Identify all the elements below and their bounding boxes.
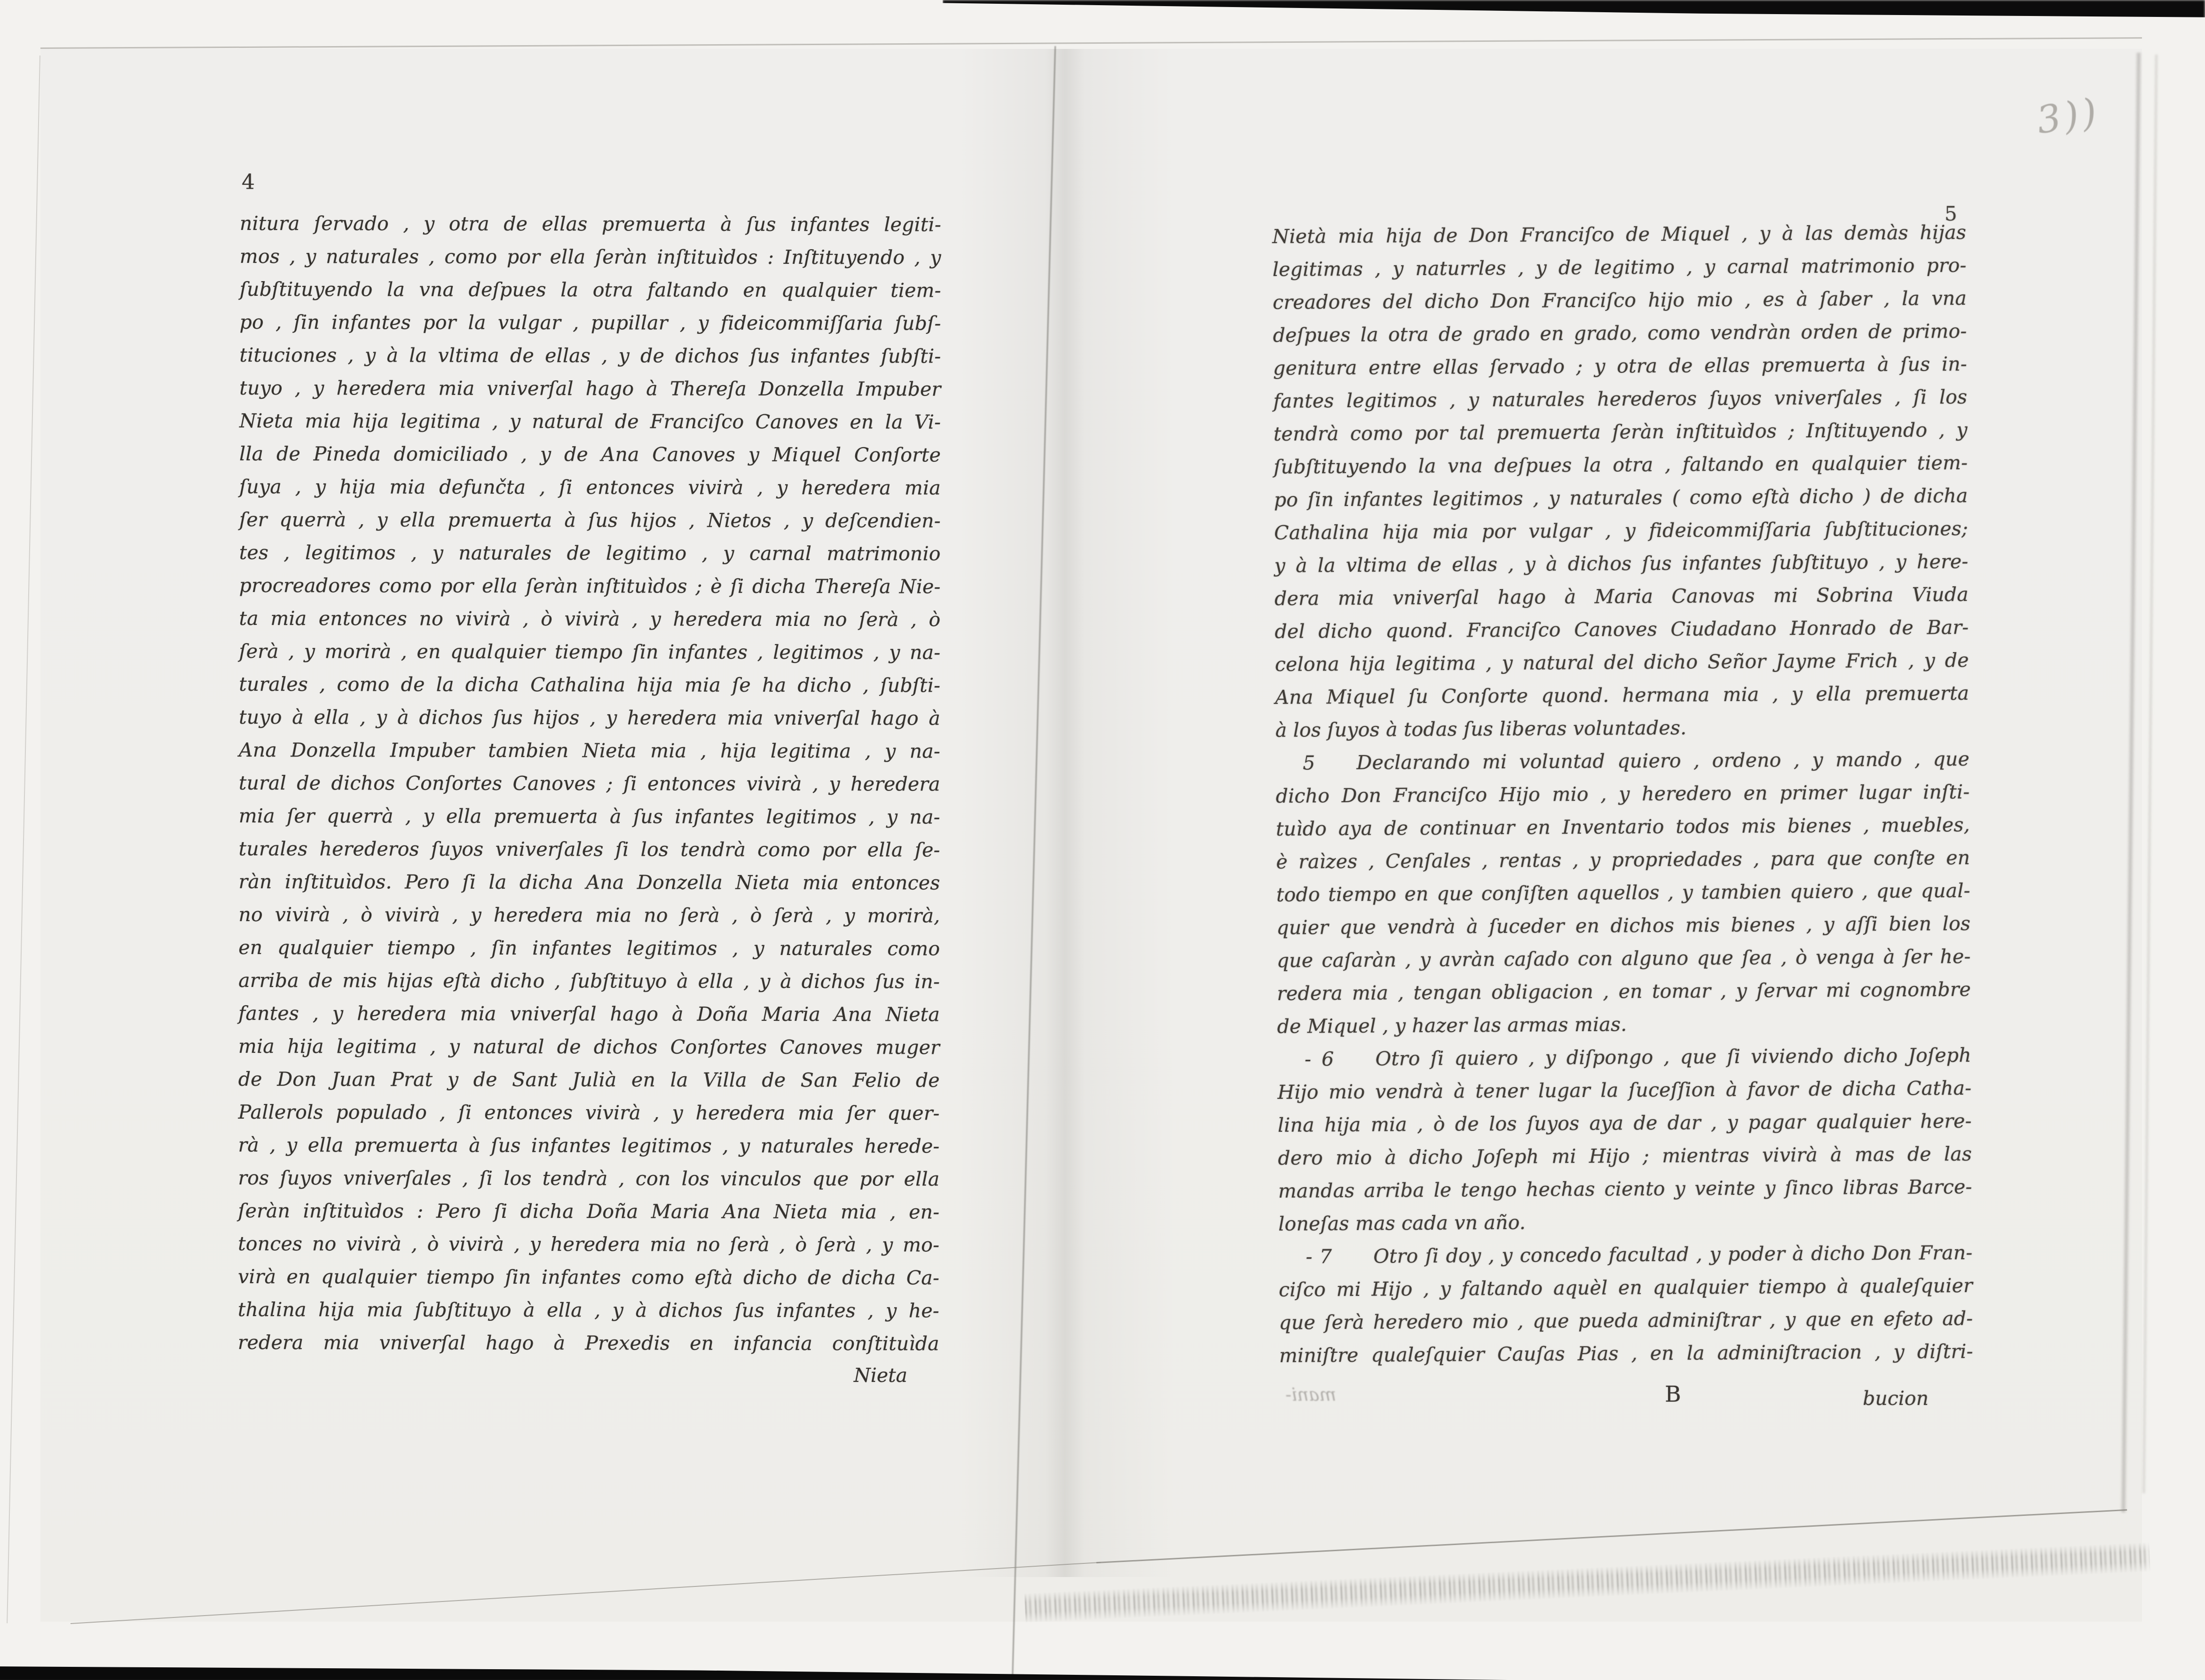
text-line: arriba de mis hijas eſtà dicho , ſubſtituyo à ella , y à dichos ſus in- xyxy=(238,969,940,993)
text-line: ſerà , y morirà , en qualquier tiempo ſin infantes , legitimos , y na- xyxy=(239,639,941,664)
text-line: - 6 Otro ſi quiero , y diſpongo , que ſi viviendo dicho Joſeph xyxy=(1304,1043,1972,1071)
text-line: tendrà como por tal premuerta ſeràn inſtituìdos ; Inſtituyendo , y xyxy=(1273,418,1968,445)
paragraph-number: - 7 xyxy=(1306,1245,1332,1268)
text-line: dicho Don Franciſco Hijo mio , y heredero en primer lugar inſti- xyxy=(1276,780,1970,807)
underleaf-right-edge xyxy=(2142,55,2158,1493)
scan-artifact-top xyxy=(943,0,2205,19)
text-line: ciſco mi Hijo , y faltando aquèl en qualquier tiempo à qualeſquier xyxy=(1278,1274,1973,1301)
page-number-right: 5 xyxy=(1945,202,1957,225)
text-line: quier que vendrà à ſuceder en dichos mis bienes , y aſſi bien los xyxy=(1276,912,1971,939)
text-line: tonces no vivirà , ò vivirà , y heredera mia no ſerà , ò ſerà , y mo- xyxy=(238,1232,940,1256)
text-line: è raìzes , Cenſales , rentas , y propriedades , para que conſte en xyxy=(1276,846,1970,873)
showthrough-ghost-text: mani- xyxy=(1285,1384,1337,1405)
text-line: 5 Declarando mi voluntad quiero , ordeno , y mando , que xyxy=(1302,747,1970,774)
text-line: lla de Pineda domiciliado , y de Ana Canoves y Miquel Conſorte xyxy=(239,442,941,466)
text-line: ſubſtituyendo la vna deſpues la otra faltando en qualquier tiem- xyxy=(239,277,941,302)
text-line: Pallerols populado , ſi entonces vivirà , y heredera mia ſer quer- xyxy=(238,1100,940,1125)
text-line: à los ſuyos à todas ſus liberas voluntades. xyxy=(1275,716,1687,741)
text-line: todo tiempo en que conſiſten aquellos , y tambien quiero , que qual- xyxy=(1276,879,1970,906)
page-number-left: 4 xyxy=(242,170,255,194)
text-line: tuìdo aya de continuar en Inventario todos mis bienes , muebles, xyxy=(1276,813,1970,840)
text-line: mandas arriba le tengo hechas ciento y veinte y ſinco libras Barce- xyxy=(1278,1175,1972,1202)
text-line: po , ſin infantes por la vulgar , pupillar , y fideicommiſſaria ſubſ- xyxy=(239,310,941,335)
text-line: redera mia , tengan obligacion , en tomar , y ſervar mi cognombre xyxy=(1276,978,1971,1005)
text-line: mia hija legitima , y natural de dichos Conſortes Canoves muger xyxy=(238,1034,940,1059)
text-line: que ſerà heredero mio , que pueda adminiſtrar , y que en efeto ad- xyxy=(1279,1307,1973,1334)
right-page-text xyxy=(1272,216,1973,1372)
text-line: Nieta mia hija legitima , y natural de Franciſco Canoves en la Vi- xyxy=(239,409,941,434)
catchword-right: bucion xyxy=(1863,1387,1929,1410)
text-line: dera mia vniverſal hago à Maria Canovas mi Sobrina Viuda xyxy=(1274,583,1969,610)
text-line: ſeràn inſtituìdos : Pero ſi dicha Doña Maria Ana Nieta mia , en- xyxy=(238,1199,940,1223)
text-line: Nietà mia hija de Don Franciſco de Miquel , y à las demàs hijas xyxy=(1272,221,1967,248)
text-line: procreadores como por ella ſeràn inſtituìdos ; è ſi dicha Thereſa Nie- xyxy=(239,574,941,598)
text-line: legitimas , y naturrles , y de legitimo , y carnal matrimonio pro- xyxy=(1272,253,1967,281)
text-line: y à la vltima de ellas , y à dichos ſus infantes ſubſtituyo , y here- xyxy=(1274,550,1969,577)
right-page-footer xyxy=(1272,1378,1966,1412)
text-line: thalina hija mia ſubſtituyo à ella , y à dichos ſus infantes , y he- xyxy=(237,1298,939,1322)
text-line: Cathalina hija mia por vulgar , y fideicommiſſaria ſubſtituciones; xyxy=(1274,517,1969,544)
text-line: fantes legitimos , y naturales herederos ſuyos vniverſales , ſi los xyxy=(1273,385,1968,412)
text-line: rà , y ella premuerta à ſus infantes legitimos , y naturales herede- xyxy=(238,1133,940,1158)
text-line: nitura ſervado , y otra de ellas premuerta à ſus infantes legiti- xyxy=(239,212,941,236)
text-line: ràn inſtituìdos. Pero ſi la dicha Ana Donzella Nieta mia entonces xyxy=(238,870,940,894)
text-line: po ſin infantes legitimos , y naturales ( como eſtà dicho ) de dicha xyxy=(1274,484,1968,511)
text-line: que caſaràn , y avràn caſado con alguno que ſea , ò venga à ſer he- xyxy=(1276,945,1971,972)
page-top-edge xyxy=(40,37,2142,49)
text-line: tituciones , y à la vltima de ellas , y de dichos ſus infantes ſubſti- xyxy=(239,343,941,368)
paragraph-number: 5 xyxy=(1302,751,1315,774)
left-page-edge xyxy=(7,55,40,1623)
text-line: de Miquel , y hazer las armas mias. xyxy=(1277,1013,1627,1038)
text-line: del dicho quond. Franciſco Canoves Ciudadano Honrado de Bar- xyxy=(1275,615,1969,643)
text-line: redera mia vniverſal hago à Prexedis en infancia conſtituìda xyxy=(237,1331,939,1355)
text-line: Ana Donzella Impuber tambien Nieta mia , hija legitima , y na- xyxy=(238,738,941,763)
pencil-foliation-annotation: 3)) xyxy=(2033,89,2103,142)
catchword-left: Nieta xyxy=(853,1364,907,1387)
text-line: creadores del dicho Don Franciſco hijo mio , es à ſaber , la vna xyxy=(1272,286,1967,314)
text-line: loneſas mas cada vn año. xyxy=(1278,1211,1526,1235)
text-line: en qualquier tiempo , ſin infantes legitimos , y naturales como xyxy=(238,936,940,960)
text-line: virà en qualquier tiempo ſin infantes como eſtà dicho de dicha Ca- xyxy=(237,1265,940,1289)
gutter-shadow xyxy=(959,49,1175,1577)
text-line: fantes , y heredera mia vniverſal hago à Doña Maria Ana Nieta xyxy=(238,1002,940,1026)
text-line: ſuya , y hija mia defunčta , ſi entonces vivirà , y heredera mia xyxy=(239,475,941,499)
text-line: Ana Miquel ſu Conſorte quond. hermana mia , y ella premuerta xyxy=(1275,681,1969,709)
text-line: deſpues la otra de grado en grado, como vendràn orden de primo- xyxy=(1273,319,1967,347)
text-line: tuyo à ella , y à dichos ſus hijos , y heredera mia vniverſal hago à xyxy=(239,705,941,730)
text-line: tural de dichos Conſortes Canoves ; ſi entonces vivirà , y heredera xyxy=(238,771,940,796)
text-line: dero mio à dicho Joſeph mi Hijo ; mientras vivirà à mas de las xyxy=(1278,1142,1972,1169)
text-line: genitura entre ellas ſervado ; y otra de ellas premuerta à ſus in- xyxy=(1273,352,1968,379)
text-line: mos , y naturales , como por ella ſeràn inſtituìdos : Inſtituyendo , y xyxy=(239,245,941,269)
scan-artifact-bottom xyxy=(0,1662,1560,1680)
text-line: no vivirà , ò vivirà , y heredera mia no ſerà , ò ſerà , y morirà, xyxy=(238,903,940,927)
left-page-text xyxy=(238,207,941,1360)
text-line: turales , como de la dicha Cathalina hija mia ſe ha dicho , ſubſti- xyxy=(239,672,941,697)
text-line: ſubſtituyendo la vna deſpues la otra , faltando en qualquier tiem- xyxy=(1274,451,1968,478)
text-line: mia ſer querrà , y ella premuerta à ſus infantes legitimos , y na- xyxy=(238,804,940,828)
text-line: - 7 Otro ſi doy , y concedo facultad , y poder à dicho Don Fran- xyxy=(1306,1241,1973,1268)
text-line: tes , legitimos , y naturales de legitimo , y carnal matrimonio xyxy=(239,541,941,565)
text-line: ros ſuyos vniverſales , ſi los tendrà , con los vinculos que por ella xyxy=(238,1166,940,1191)
text-line: celona hija legitima , y natural del dicho Señor Jayme Frich , y de xyxy=(1275,648,1969,676)
text-line: tuyo , y heredera mia vniverſal hago à Thereſa Donzella Impuber xyxy=(239,376,941,401)
text-line: ta mia entonces no vivirà , ò vivirà , y heredera mia no ſerà , ò xyxy=(239,607,941,631)
text-line: lina hija mia , ò de los ſuyos aya de dar , y pagar qualquier here- xyxy=(1277,1109,1972,1136)
text-line: ſer querrà , y ella premuerta à ſus hijos , Nietos , y deſcendien- xyxy=(239,508,941,532)
text-line: miniſtre qualeſquier Cauſas Pias , en la adminiſtracion , y diſtri- xyxy=(1279,1340,1973,1367)
text-line: de Don Juan Prat y de Sant Julià en la Villa de San Felio de xyxy=(238,1067,940,1092)
text-line: turales herederos ſuyos vniverſales ſi los tendrà como por ella ſe- xyxy=(238,837,940,861)
paragraph-number: - 6 xyxy=(1304,1048,1334,1071)
text-line: Hijo mio vendrà à tener lugar la ſuceſſion à favor de dicha Catha- xyxy=(1277,1076,1972,1104)
signature-mark: B xyxy=(1665,1381,1681,1407)
